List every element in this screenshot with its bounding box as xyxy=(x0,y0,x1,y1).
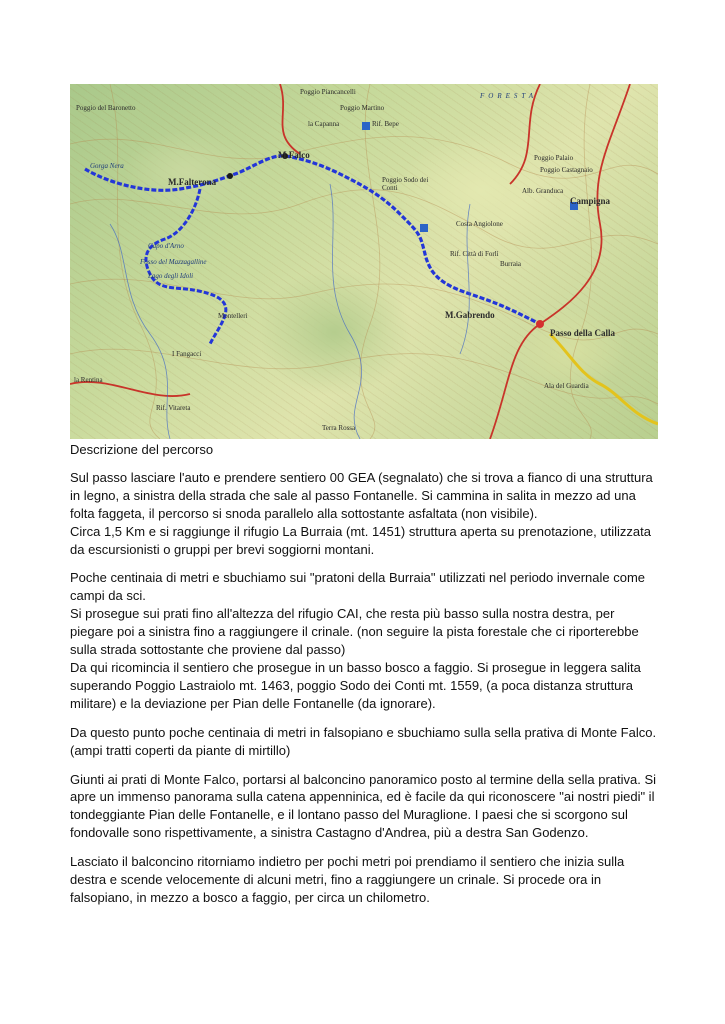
paragraph-5: Lasciato il balconcino ritorniamo indietro per pochi metri poi prendiamo il sentiero che inizia sulla destra e scende velocemente di alcuni metri, fino a raggiungere un crinale. Si procede ora in falsopiano, in mezzo a bosco a faggio, per circa un chilometro. xyxy=(70,854,625,905)
map-label: la Rentina xyxy=(74,376,103,384)
map-label: Burraia xyxy=(500,260,521,268)
map-label: Capo d'Arno xyxy=(148,242,184,250)
description-caption: Descrizione del percorso xyxy=(70,442,214,457)
map-label: M.Gabrendo xyxy=(445,310,495,320)
paragraph-1: Sul passo lasciare l'auto e prendere sentiero 00 GEA (segnalato) che si trova a fianco di una struttura in legno, a sinistra della strada che sale al passo Fontanelle. Si cammina in salita in mezzo ad una folta faggeta, il percorso si snoda parallelo alla sottostante asfaltata (non visibile). Circa 1,5 Km e si raggiunge il rifugio La Burraia (mt. 1451) struttura aperta su prenotazione, utilizzata da escursionisti o gruppi per brevi soggiorni montani. xyxy=(70,469,653,557)
map-label: M.Falterona xyxy=(168,177,217,187)
map-label: Passo della Calla xyxy=(550,328,616,338)
map-label: la Capanna xyxy=(308,120,340,128)
streams xyxy=(110,184,470,439)
map-label: Fosso del Mazzagalline xyxy=(140,258,207,266)
map-label: Costa Angiolone xyxy=(456,220,503,228)
trail-map xyxy=(70,84,658,439)
map-label: M.Falco xyxy=(278,150,310,160)
map-label: Alb. Granduca xyxy=(522,187,564,195)
map-label: Montelleri xyxy=(218,312,248,320)
map-label: Ala del Guardia xyxy=(544,382,589,390)
map-label: Poggio Martino xyxy=(340,104,385,112)
map-label: Campigna xyxy=(570,196,611,206)
map-label: Poggio del Baronetto xyxy=(76,104,136,112)
trail-route xyxy=(85,156,540,324)
map-label: Lago degli Idoli xyxy=(148,272,194,280)
map-label: FORESTA xyxy=(480,92,538,100)
map-label: Rif. Vitareta xyxy=(156,404,191,412)
map-label: I Fangacci xyxy=(172,350,202,358)
map-label: Gorga Nera xyxy=(90,162,124,170)
map-label: Poggio Palaio xyxy=(534,154,574,162)
map-label: Rif. Città di Forlì xyxy=(450,250,499,258)
route-description xyxy=(70,441,660,918)
paragraph-3: Da questo punto poche centinaia di metri in falsopiano e sbuchiamo sulla sella prativa di Monte Falco. (ampi tratti coperti da piante di mirtillo) xyxy=(70,724,657,758)
map-label: Poggio Sodo dei Conti xyxy=(382,176,429,192)
map-label: Poggio Piancancelli xyxy=(300,88,356,96)
paragraph-2: Poche centinaia di metri e sbuchiamo sui "pratoni della Burraia" utilizzati nel periodo invernale come campi da sci. Si prosegue sui prati fino all'altezza del rifugio CAI, che resta più basso sulla nostra destra, per piegare poi a sinistra fino a raggiungere il crinale. (non seguire la pista forestale che ci riporterebbe sulla strada sottostante che proviene dal passo) Da qui ricomincia il sentiero che prosegue in un basso bosco a faggio. Si prosegue in leggera salita superando Poggio Lastraiolo mt. 1463, poggio Sodo dei Conti mt. 1559, (a poca distanza struttura militare) e la deviazione per Pian delle Fontanelle (da ignorare). xyxy=(70,570,646,711)
map-label: Rif. Bepe xyxy=(372,120,399,128)
map-label: Terra Rossa xyxy=(322,424,356,432)
map-label: Poggio Castagnaio xyxy=(540,166,593,174)
paragraph-4: Giunti ai prati di Monte Falco, portarsi al balconcino panoramico posto al termine della sella prativa. Si apre un immenso panorama sulla catena appenninica, ed è facile da qui riconoscere "ai nostri piedi" il tondeggiante Pian delle Fontanelle, e il lontano passo del Muraglione. I paesi che si scorgono sul fondovalle sono rispettivamente, a sinistra Castagno d'Andrea, più a destra San Godenzo. xyxy=(70,771,657,841)
yellow-road xyxy=(550,334,658,424)
